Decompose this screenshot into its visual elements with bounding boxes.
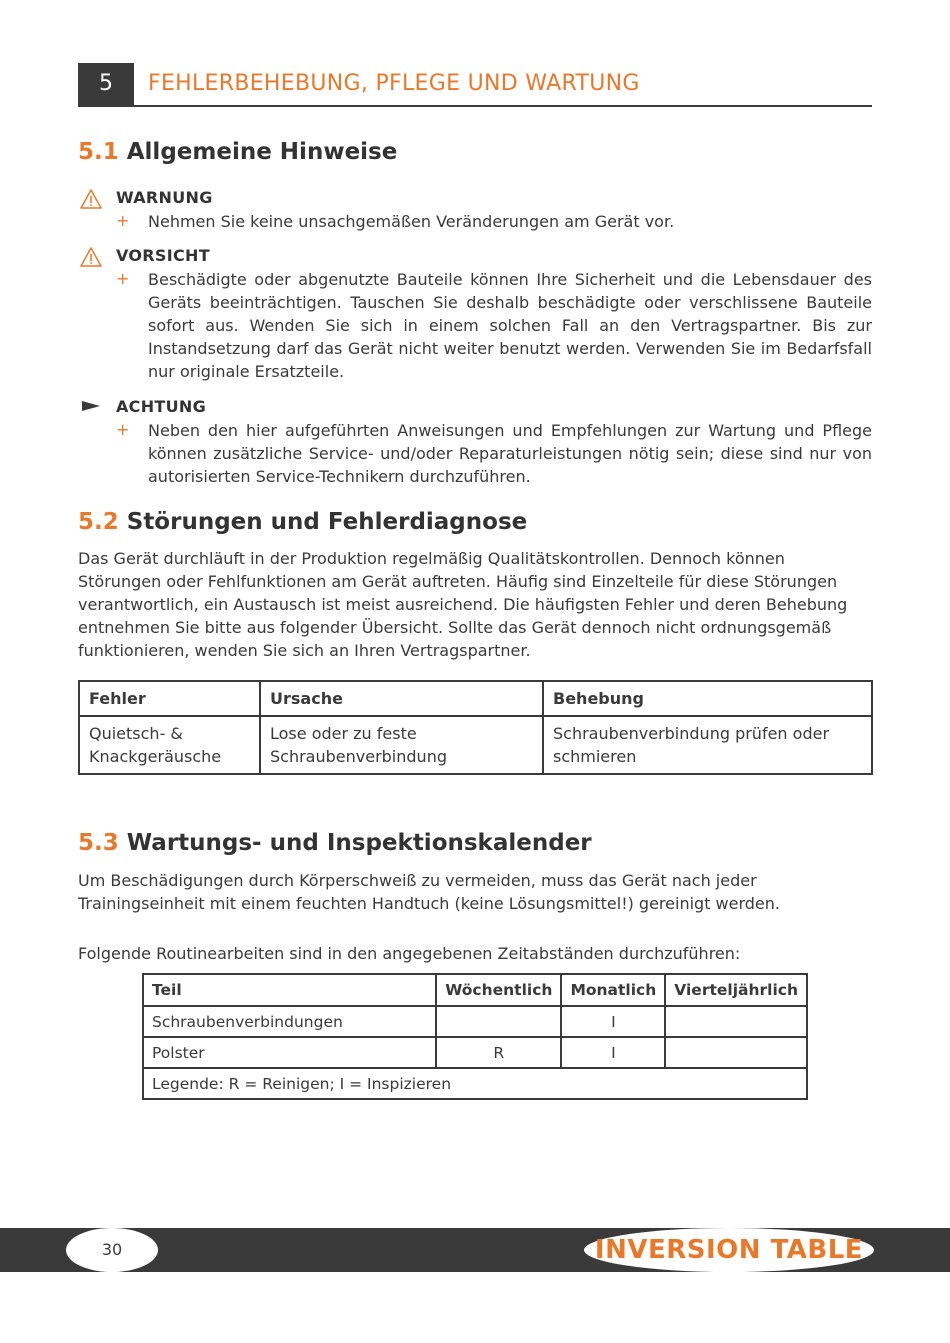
section-title: Allgemeine Hinweise — [126, 139, 398, 165]
chapter-number: 5 — [78, 63, 134, 105]
table-header-row — [143, 974, 807, 1006]
cell-behebung: Schraubenverbindung prüfen oder schmieren — [543, 716, 872, 774]
note-heading-achtung: ACHTUNG — [116, 397, 207, 416]
section-3-paragraph: Um Beschädigungen durch Körperschweiß zu vermeiden, muss das Gerät nach jeder Trainingseinheit mit einem feuchten Handtuch (keine Lösungsmittel!) gereinigt werden. — [78, 871, 780, 913]
cell-woechentlich — [436, 1006, 561, 1037]
fault-table — [78, 680, 873, 775]
cell-vierteljaehrlich — [665, 1006, 807, 1037]
cell-woechentlich: R — [436, 1037, 561, 1068]
note-text-warnung: Nehmen Sie keine unsachgemäßen Veränderungen am Gerät vor. — [148, 212, 675, 231]
table-row — [79, 716, 872, 774]
note-text-vorsicht: Beschädigte oder abgenutzte Bauteile können Ihre Sicherheit und die Lebensdauer des Geräts beeinträchtigen. Tauschen Sie deshalb beschädigte oder verschlissene Bauteile sofort aus. Wenden Sie sich in einem solchen Fall an den Vertragspartner. Bis zur Instandsetzung darf das Gerät nicht weiter benutzt werden. Verwenden Sie im Bedarfsfall nur originale Ersatzteile. — [148, 270, 872, 381]
header-fehler: Fehler — [79, 681, 260, 716]
warning-triangle-icon — [80, 247, 102, 267]
header-monatlich: Monatlich — [561, 974, 665, 1006]
header-behebung: Behebung — [543, 681, 872, 716]
bullet-plus: + — [116, 269, 130, 288]
section-number: 5.2 — [78, 509, 119, 535]
header-ursache: Ursache — [260, 681, 543, 716]
header-vierteljaehrlich: Vierteljährlich — [665, 974, 807, 1006]
chapter-header — [78, 63, 872, 107]
note-heading-vorsicht: VORSICHT — [116, 246, 210, 265]
table-row — [143, 1006, 807, 1037]
section-3-routine-intro: Folgende Routinearbeiten sind in den angegebenen Zeitabständen durchzuführen: — [78, 944, 741, 963]
table-header-row — [79, 681, 872, 716]
cell-ursache: Lose oder zu feste Schraubenverbindung — [260, 716, 543, 774]
section-number: 5.3 — [78, 830, 119, 856]
table-legend-row — [143, 1068, 807, 1099]
bullet-plus: + — [116, 211, 130, 230]
maintenance-table — [142, 973, 808, 1100]
header-woechentlich: Wöchentlich — [436, 974, 561, 1006]
page-number: 30 — [66, 1228, 158, 1272]
section-heading-5-3 — [78, 830, 592, 856]
section-number: 5.1 — [78, 139, 119, 165]
section-heading-5-1 — [78, 139, 397, 165]
bullet-plus: + — [116, 420, 130, 439]
section-heading-5-2 — [78, 509, 527, 535]
note-heading-warnung: WARNUNG — [116, 188, 213, 207]
section-title: Wartungs- und Inspektionskalender — [126, 830, 592, 856]
cell-monatlich: I — [561, 1006, 665, 1037]
table-row — [143, 1037, 807, 1068]
header-teil: Teil — [143, 974, 436, 1006]
arrow-pointer-icon — [80, 398, 102, 418]
cell-vierteljaehrlich — [665, 1037, 807, 1068]
cell-monatlich: I — [561, 1037, 665, 1068]
brand-name: INVERSION TABLE — [594, 1235, 864, 1265]
cell-fehler: Quietsch- & Knackgeräusche — [79, 716, 260, 774]
cell-teil: Polster — [143, 1037, 436, 1068]
cell-teil: Schraubenverbindungen — [143, 1006, 436, 1037]
section-title: Störungen und Fehlerdiagnose — [126, 509, 528, 535]
chapter-title: FEHLERBEHEBUNG, PFLEGE UND WARTUNG — [148, 71, 640, 96]
section-2-paragraph: Das Gerät durchläuft in der Produktion regelmäßig Qualitätskontrollen. Dennoch können Störungen oder Fehlfunktionen am Gerät auftreten. Häufig sind Einzelteile für diese Störungen verantwortlich, ein Austausch ist meist ausreichend. Die häufigsten Fehler und deren Behebung entnehmen Sie bitte aus folgender Übersicht. Sollte das Gerät dennoch nicht ordnungsgemäß funktionieren, wenden Sie sich an Ihren Vertragspartner. — [78, 549, 848, 660]
legend-cell: Legende: R = Reinigen; I = Inspizieren — [143, 1068, 807, 1099]
warning-triangle-icon — [80, 189, 102, 209]
note-text-achtung: Neben den hier aufgeführten Anweisungen und Empfehlungen zur Wartung und Pflege können zusätzliche Service- und/oder Reparaturleistungen nötig sein; diese sind nur von autorisierten Service-Technikern durchzuführen. — [148, 421, 872, 486]
